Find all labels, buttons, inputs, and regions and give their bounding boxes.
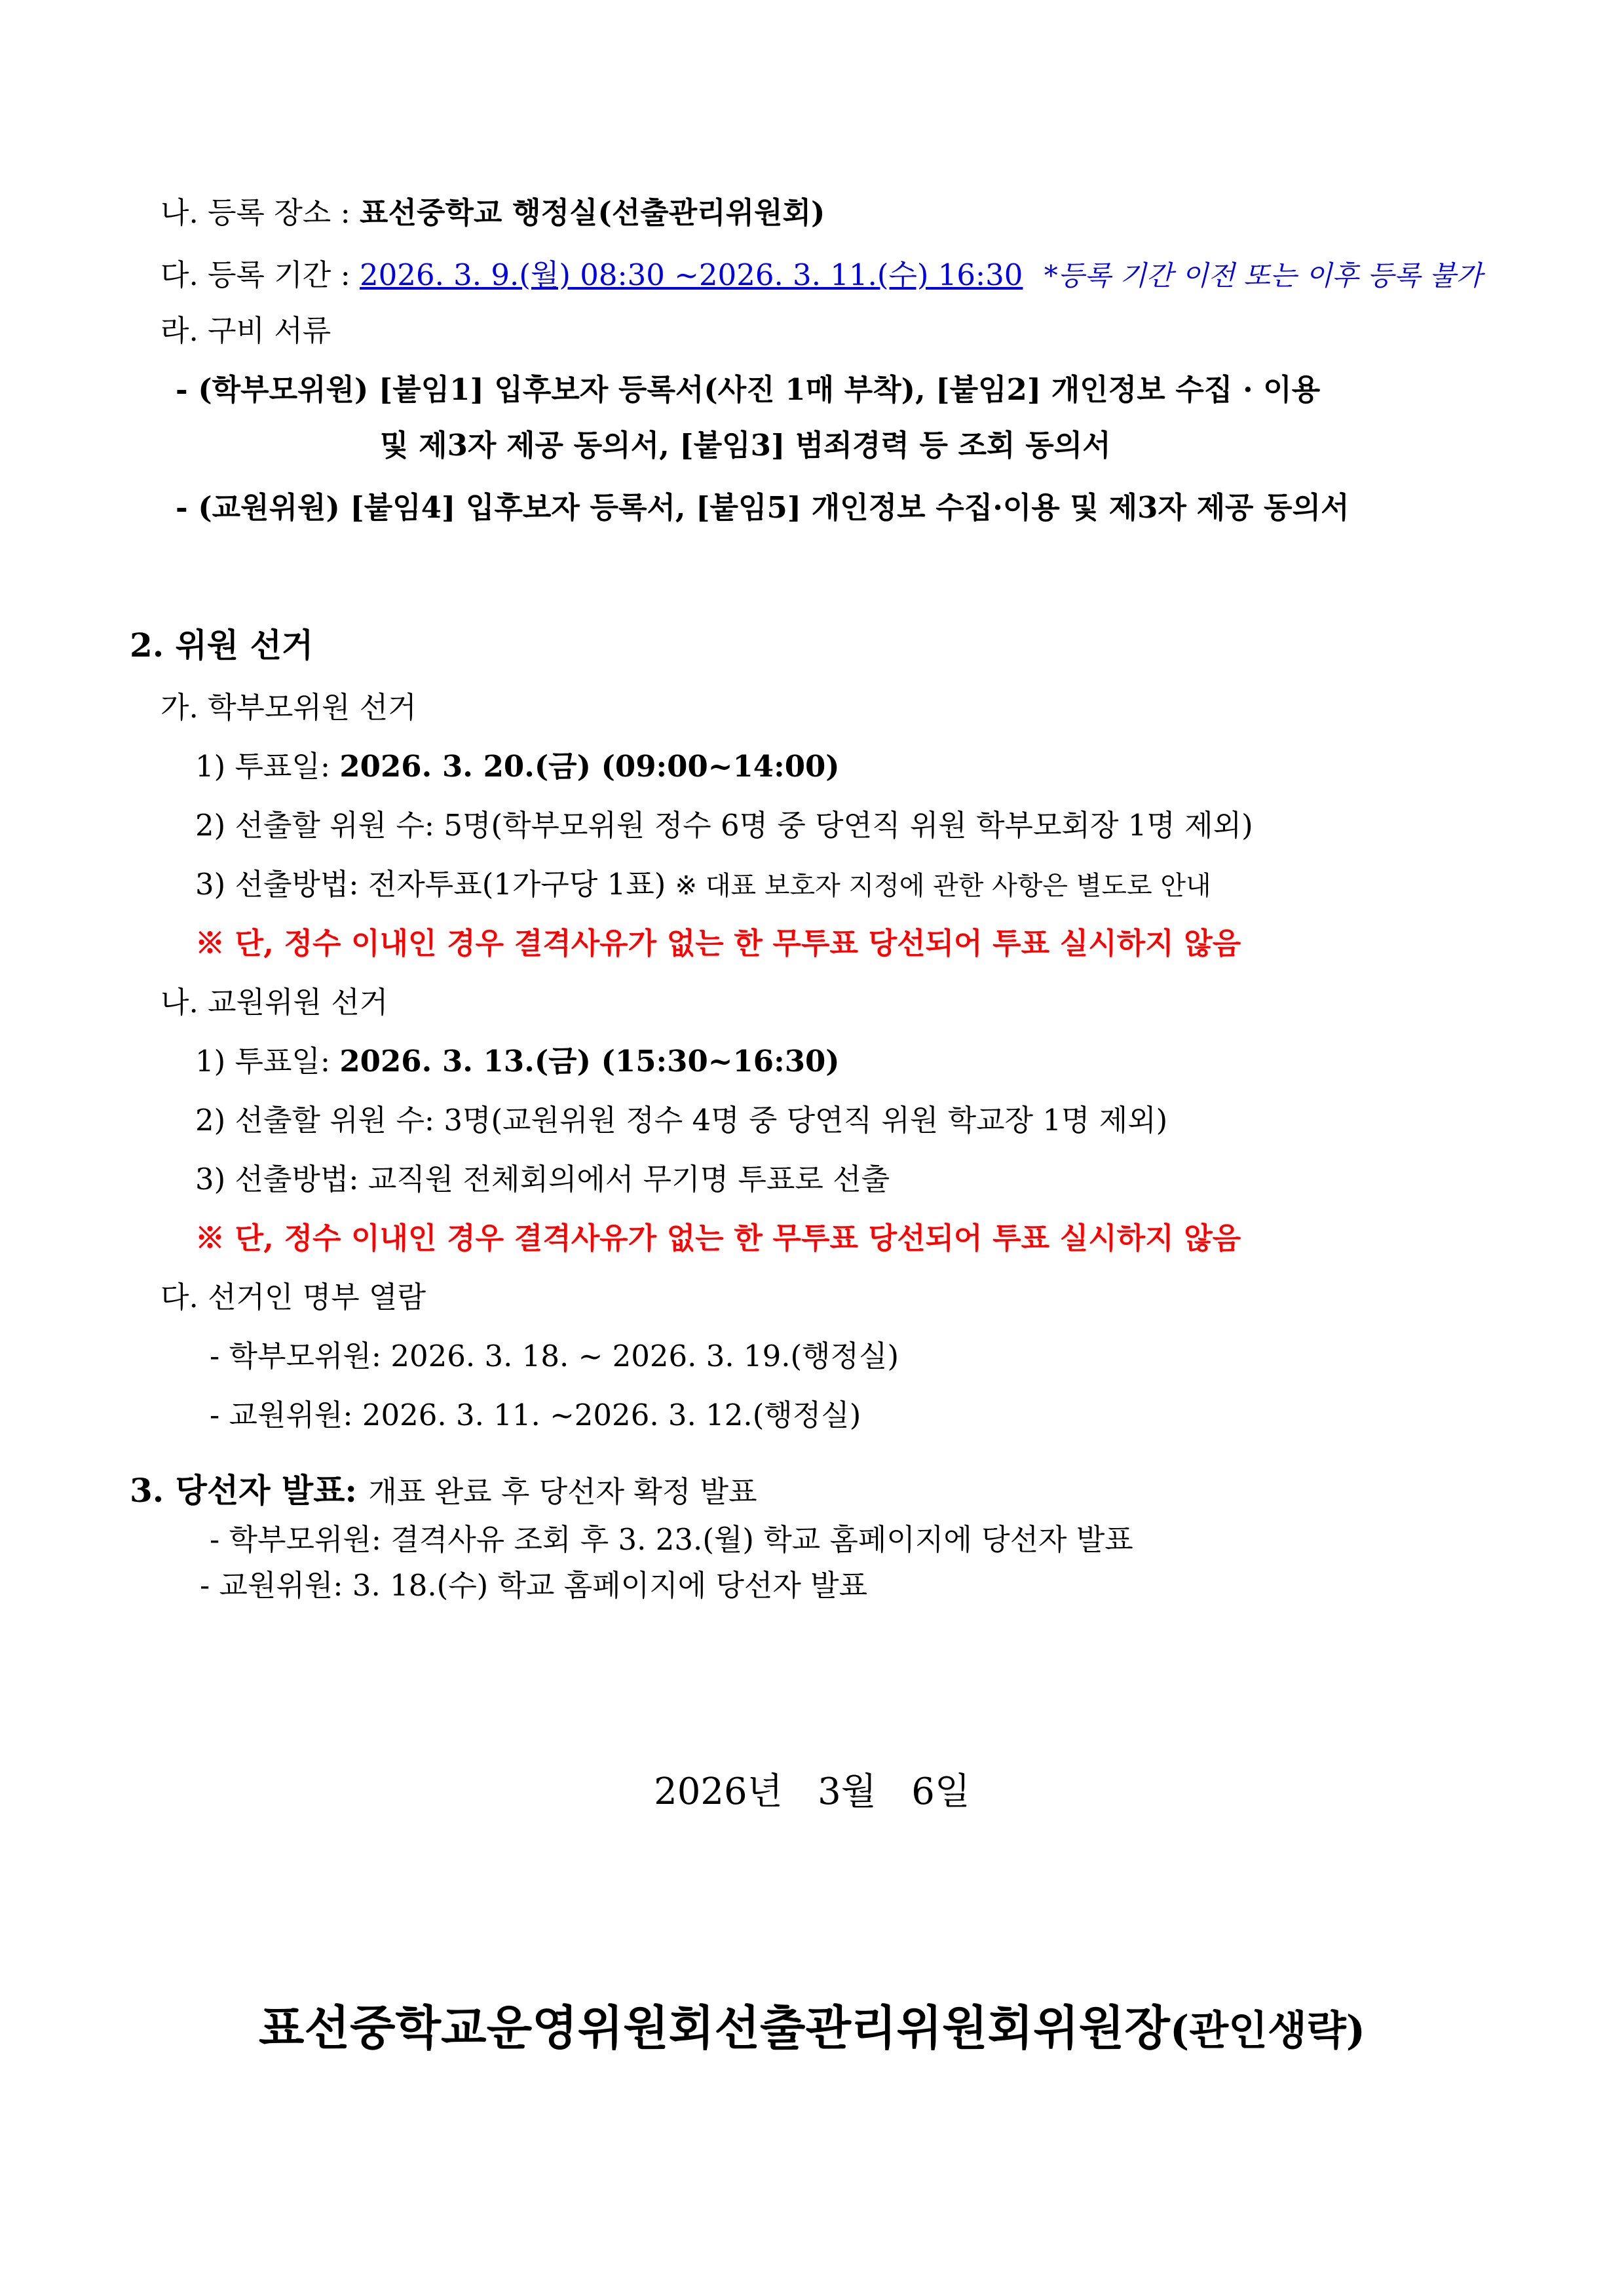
teacher-vote-day — [195, 1042, 840, 1081]
parent-vote-day-value: 2026. 3. 20.(금) (09:00~14:00) — [339, 749, 840, 784]
registration-place-label: 나. 등록 장소 : — [161, 195, 360, 230]
announcement — [130, 1471, 757, 1512]
teacher-method: 3) 선출방법: 교직원 전체회의에서 무기명 투표로 선출 — [195, 1162, 890, 1196]
signature-name: 표선중학교운영위원회선출관리위원회위원장 — [258, 2000, 1170, 2056]
parent-seats: 2) 선출할 위원 수: 5명(학부모위원 정수 6명 중 당연직 위원 학부모회장 1명 제외) — [195, 808, 1253, 843]
teacher-election-title: 나. 교원위원 선거 — [161, 985, 388, 1020]
documents-teacher-line: - (교원위원) [붙임4] 입후보자 등록서, [붙임5] 개인정보 수집·이용 및 제3자 제공 동의서 — [176, 490, 1350, 525]
registration-period-value: 2026. 3. 9.(월) 08:30 ~2026. 3. 11.(수) 16:30 — [360, 258, 1023, 292]
registration-period-label: 다. 등록 기간 : — [161, 258, 360, 292]
parent-vote-day-label: 1) 투표일: — [195, 749, 340, 784]
election-heading: 2. 위원 선거 — [130, 626, 314, 664]
parent-method-label: 3) 선출방법: 전자투표(1가구당 1표) — [195, 867, 675, 902]
signature-seal: (관인생략) — [1169, 2006, 1366, 2054]
teacher-notice: ※ 단, 정수 이내인 경우 결격사유가 없는 한 무투표 당선되어 투표 실시하지 않음 — [195, 1221, 1241, 1255]
announcement-parent: - 학부모위원: 결격사유 조회 후 3. 23.(월) 학교 홈페이지에 당선자 발표 — [210, 1522, 1133, 1557]
registration-period-note: *등록 기간 이전 또는 이후 등록 불가 — [1044, 259, 1482, 292]
document-date: 2026년 3월 6일 — [654, 1770, 970, 1813]
roster-title: 다. 선거인 명부 열람 — [161, 1280, 426, 1314]
roster-teacher: - 교원위원: 2026. 3. 11. ~2026. 3. 12.(행정실) — [210, 1398, 861, 1432]
documents-parent-line2: 및 제3자 제공 동의서, [붙임3] 범죄경력 등 조회 동의서 — [380, 428, 1111, 463]
parent-method — [195, 865, 1211, 906]
documents-parent-line1: - (학부모위원) [붙임1] 입후보자 등록서(사진 1매 부착), [붙임2] 개인정보 수집 · 이용 — [176, 372, 1321, 407]
parent-election-title: 가. 학부모위원 선거 — [161, 690, 417, 725]
roster-parent: - 학부모위원: 2026. 3. 18. ~ 2026. 3. 19.(행정실) — [210, 1339, 899, 1373]
parent-vote-day — [195, 747, 840, 786]
parent-notice: ※ 단, 정수 이내인 경우 결격사유가 없는 한 무투표 당선되어 투표 실시하지 않음 — [195, 926, 1241, 961]
registration-period — [161, 256, 1482, 296]
announcement-heading: 3. 당선자 발표: — [130, 1471, 369, 1510]
teacher-vote-day-label: 1) 투표일: — [195, 1044, 340, 1079]
announcement-text: 개표 완료 후 당선자 확정 발표 — [368, 1474, 757, 1509]
signature — [0, 1999, 1624, 2060]
registration-place — [161, 193, 825, 233]
announcement-teacher: - 교원위원: 3. 18.(수) 학교 홈페이지에 당선자 발표 — [200, 1568, 868, 1603]
registration-place-value: 표선중학교 행정실(선출관리위원회) — [360, 195, 825, 230]
teacher-seats: 2) 선출할 위원 수: 3명(교원위원 정수 4명 중 당연직 위원 학교장 1명 제외) — [195, 1103, 1168, 1138]
documents-label: 라. 구비 서류 — [161, 313, 331, 348]
teacher-vote-day-value: 2026. 3. 13.(금) (15:30~16:30) — [339, 1044, 840, 1079]
parent-method-note: ※ 대표 보호자 지정에 관한 사항은 별도로 안내 — [675, 871, 1211, 901]
